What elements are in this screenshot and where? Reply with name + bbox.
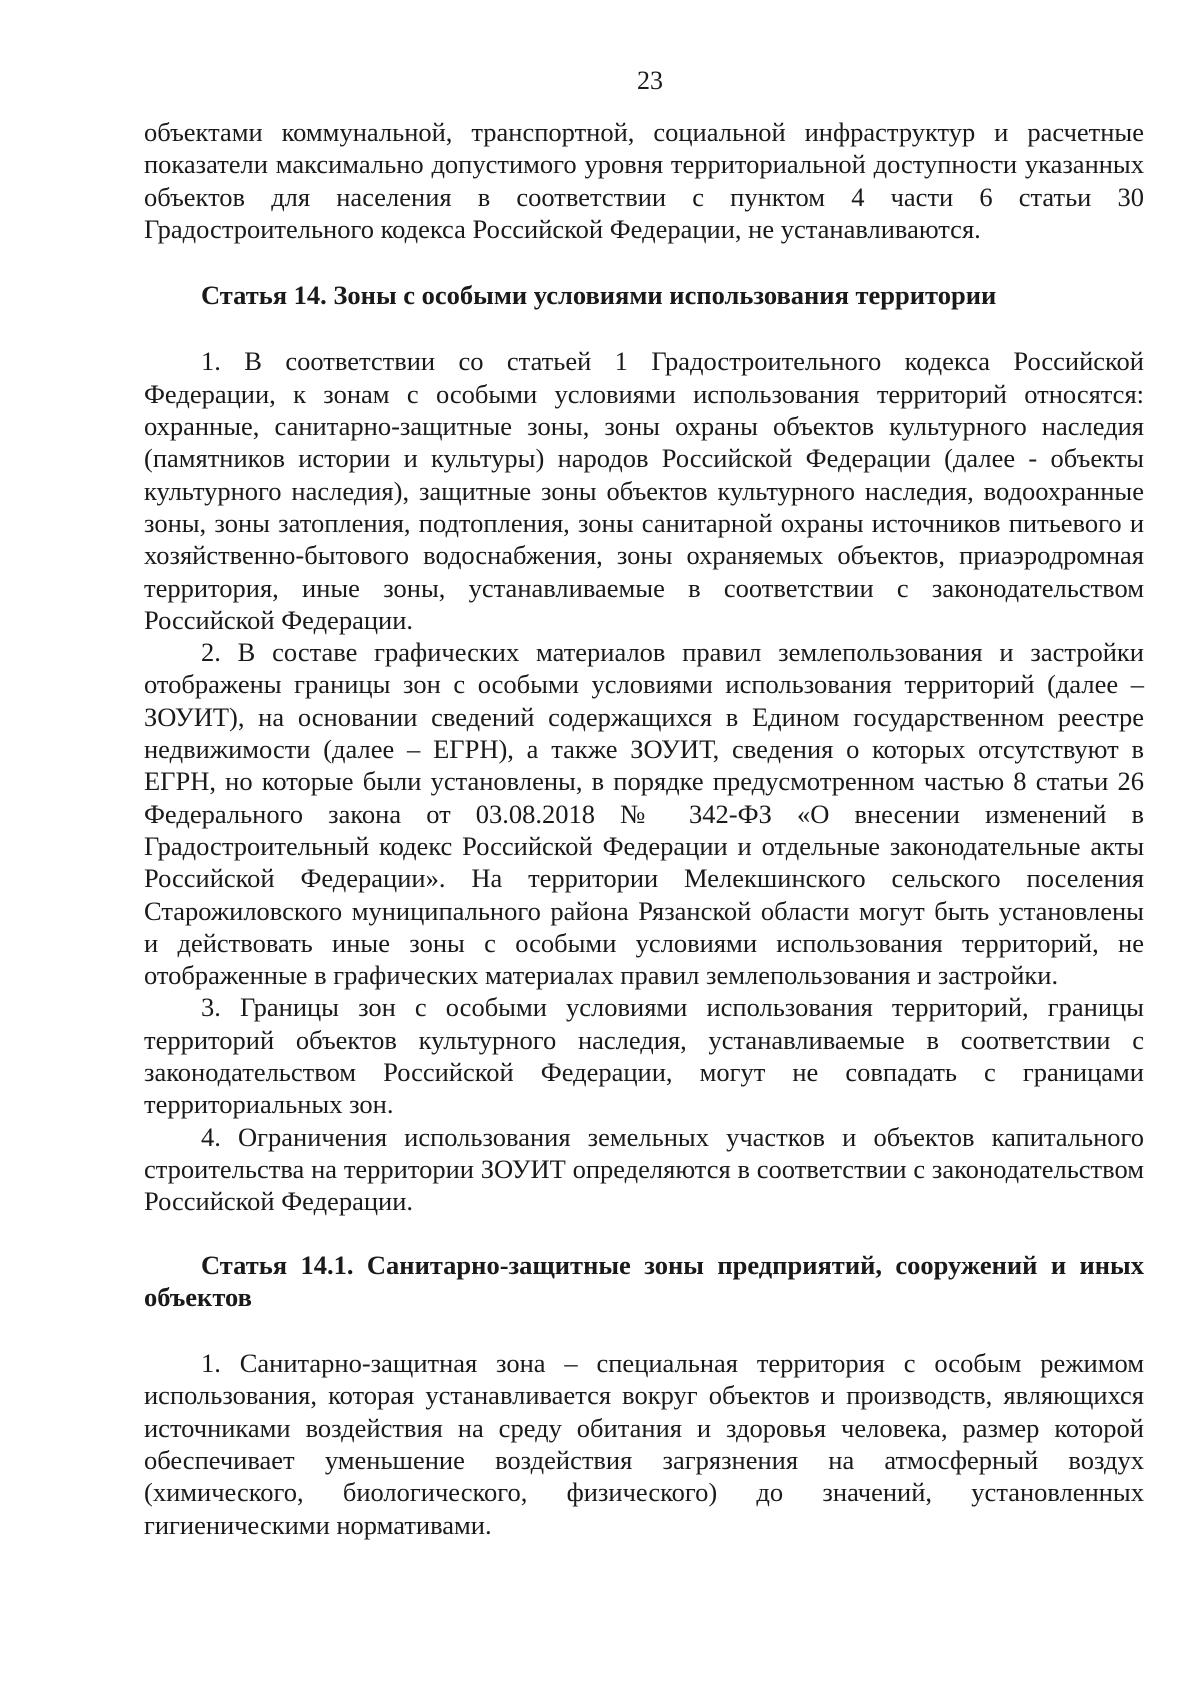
article-14-1-body — [144, 1347, 1144, 1541]
article-14-paragraph-1: 1. В соответствии со статьей 1 Градостроительного кодекса Российской Федерации, к зонам с особыми условиями использования территорий относятся: охранные, санитарно-защитные зоны, зоны охраны объектов культурного наследия (памятников истории и культуры) народов Российской Федерации (далее - объекты культурного наследия), защитные зоны объектов культурного наследия, водоохранные зоны, зоны затопления, подтопления, зоны санитарной охраны источников питьевого и хозяйственно-бытового водоснабжения, зоны охраняемых объектов, приаэродромная территория, иные зоны, устанавливаемые в соответствии с законодательством Российской Федерации. — [144, 346, 1144, 635]
article-14-1-paragraph-1: 1. Санитарно-защитная зона – специальная территория с особым режимом использования, которая устанавливается вокруг объектов и производств, являющихся источниками воздействия на среду обитания и здоровья человека, размер которой обеспечивает уменьшение воздействия загрязнения на атмосферный воздух (химического, биологического, физического) до значений, установленных гигиеническими нормативами. — [144, 1348, 1144, 1540]
article-14-paragraph-3: 3. Границы зон с особыми условиями использования территорий, границы территорий объектов культурного наследия, устанавливаемые в соответствии с законодательством Российской Федерации, могут не совпадать с границами территориальных зон. — [144, 992, 1144, 1120]
intro-paragraph: объектами коммунальной, транспортной, социальной инфраструктур и расчетные показатели максимально допустимого уровня территориальной доступности указанных объектов для населения в соответствии с пунктом 4 части 6 статьи 30 Градостроительного кодекса Российской Федерации, не устанавливаются. — [144, 117, 1144, 244]
document-body — [144, 116, 1144, 1541]
article-14-body — [144, 345, 1144, 1217]
article-14-title: Статья 14. Зоны с особыми условиями использования территории — [201, 280, 997, 311]
article-14-paragraph-2: 2. В составе графических материалов правил землепользования и застройки отображены границы зон с особыми условиями использования территорий (далее – ЗОУИТ), на основании сведений содержащихся в Едином государственном реестре недвижимости (далее – ЕГРН), а также ЗОУИТ, сведения о которых отсутствуют в ЕГРН, но которые были установлены, в порядке предусмотренном частью 8 статьи 26 Федерального закона от 03.08.2018 № 342-ФЗ «О внесении изменений в Градостроительный кодекс Российской Федерации и отдельные законодательные акты Российской Федерации». На территории Мелекшинского сельского поселения Старожиловского муниципального района Рязанской области могут быть установлены и действовать иные зоны с особыми условиями использования территорий, не отображенные в графических материалах правил землепользования и застройки. — [144, 637, 1144, 991]
article-14-1-title: Статья 14.1. Санитарно-защитные зоны предприятий, сооружений и иных объектов — [144, 1249, 1144, 1312]
page-number: 23 — [637, 66, 663, 95]
article-14-paragraph-4: 4. Ограничения использования земельных участков и объектов капитального строительства на территории ЗОУИТ определяются в соответствии с законодательством Российской Федерации. — [144, 1121, 1144, 1217]
